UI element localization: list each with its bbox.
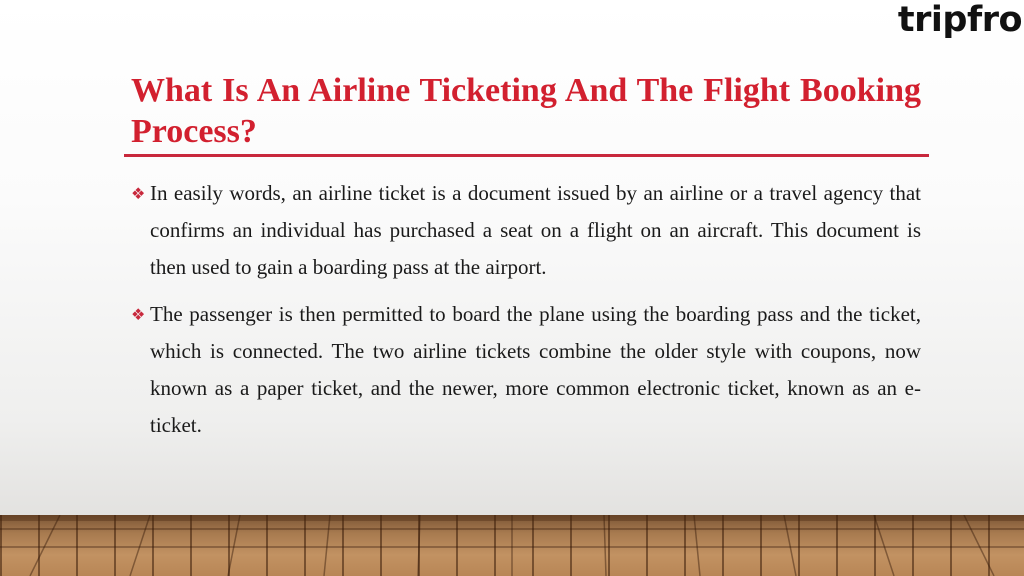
diamond-bullet-icon: ❖ bbox=[131, 305, 146, 324]
diamond-bullet-icon: ❖ bbox=[131, 184, 146, 203]
bullet-text: The passenger is then permitted to board the plane using the boarding pass and the ticket, which is connected. The two airline tickets combine the older style with coupons, now known as a paper ticket, and the newer, more common electronic ticket, known as an e-ticket. bbox=[150, 302, 921, 437]
title-divider bbox=[124, 154, 929, 157]
bullet-text: In easily words, an airline ticket is a document issued by an airline or a travel agency that confirms an individual has purchased a seat on a flight on an aircraft. This document is then used to gain a boarding pass at the airport. bbox=[150, 181, 921, 279]
slide-title: What Is An Airline Ticketing And The Flight Booking Process? bbox=[131, 72, 921, 150]
bullet-item bbox=[131, 296, 921, 444]
bullet-item bbox=[131, 175, 921, 286]
slide-body bbox=[131, 175, 921, 454]
wood-floor-decoration bbox=[0, 515, 1024, 576]
tripfro-logo: tripfro bbox=[897, 0, 1022, 40]
floor-planks bbox=[0, 515, 1024, 576]
